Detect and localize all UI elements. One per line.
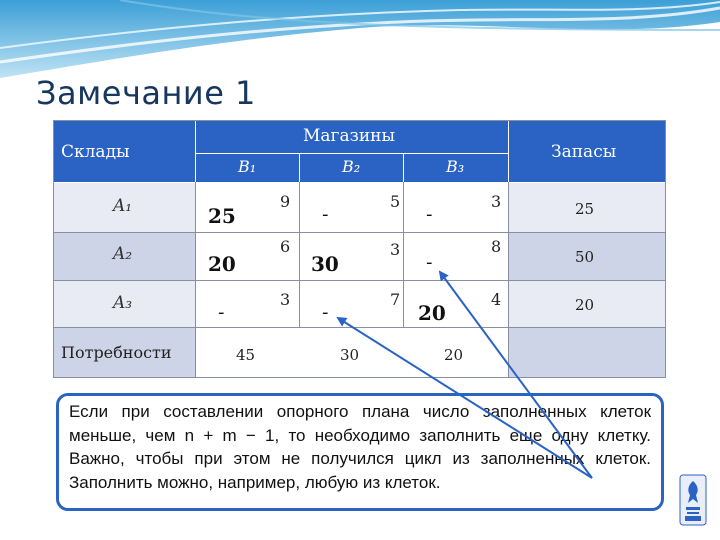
cost-a2-b1: 6 [280,237,291,256]
alloc-a3-b2: - [322,302,329,323]
supply-a2: 50 [575,248,595,266]
alloc-a2-b1: 20 [208,252,236,276]
alloc-a1-b2: - [322,204,329,225]
slide-title: Замечание 1 [36,74,256,112]
row-label-a2: A₂ [113,244,133,264]
decorative-banner [0,0,720,80]
cost-a1-b1: 9 [280,192,291,211]
cost-a1-b2: 5 [390,192,401,211]
demand-b2: 30 [340,346,360,364]
supply-a1: 25 [575,200,595,218]
cost-a1-b3: 3 [491,192,502,211]
alloc-a3-b3: 20 [418,301,446,325]
demand-b3: 20 [444,346,464,364]
transport-table [53,120,666,378]
note-box [56,393,664,511]
supply-a3: 20 [575,296,595,314]
cost-a2-b2: 3 [390,240,401,259]
alloc-a3-b1: - [218,302,225,323]
demand-label: Потребности [61,343,172,362]
cost-a3-b2: 7 [390,290,401,309]
col-header-b2: B₂ [342,157,361,176]
cost-a2-b3: 8 [491,237,502,256]
university-emblem-icon [678,473,708,527]
cost-a3-b3: 4 [491,290,502,309]
cost-a3-b1: 3 [280,290,291,309]
alloc-a1-b1: 25 [208,204,236,228]
header-supply: Запасы [551,142,617,162]
alloc-a2-b2: 30 [311,252,339,276]
alloc-a1-b3: - [426,204,433,225]
row-label-a1: A₁ [113,196,133,216]
header-warehouses: Склады [61,142,130,162]
col-header-b3: B₃ [446,157,465,176]
note-text: Если при составлении опорного плана число заполненных клеток меньше, чем n + m − 1, то необходимо заполнить еще одну клетку. Важно, чтобы при этом не получился цикл из заполненных клеток. Заполнить можно, например, любую из клеток. [69,402,651,492]
alloc-a2-b3: - [426,252,433,273]
col-header-b1: B₁ [238,157,257,176]
header-stores: Магазины [303,126,396,146]
demand-b1: 45 [236,346,256,364]
row-label-a3: A₃ [113,293,133,313]
